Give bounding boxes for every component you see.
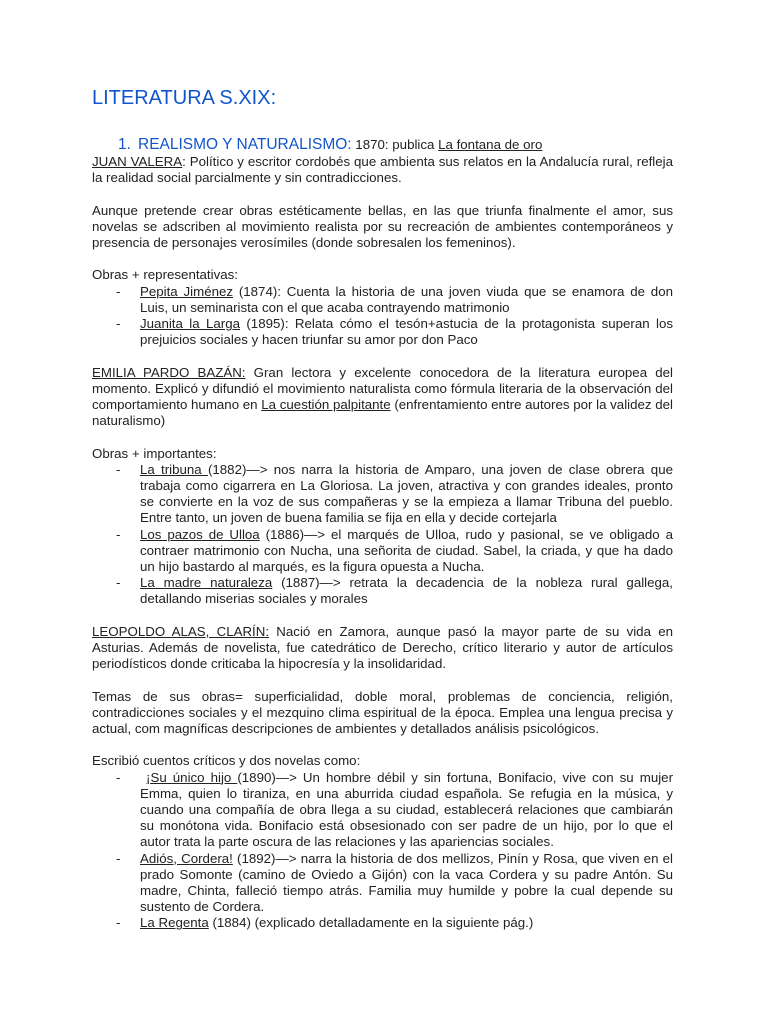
clarin-works-label: Escribió cuentos críticos y dos novelas como: bbox=[92, 753, 361, 769]
document-body bbox=[92, 154, 673, 932]
page-title: LITERATURA S.XIX: bbox=[92, 87, 277, 109]
list-item bbox=[92, 770, 673, 851]
bullet-dash: - bbox=[116, 850, 121, 866]
work-text: (1895): Relata cómo el tesón+astucia de la protagonista superan los prejuicios sociales y hacen triunfar su amor por don Paco bbox=[140, 316, 673, 348]
list-item bbox=[92, 284, 673, 316]
work-text: (1882)—> nos narra la historia de Amparo, una joven de clase obrera que trabaja como cigarrera en La Gloriosa. La joven, atractiva y con grandes ideales, pronto se convierte en la voz de sus compañeras y se la empieza a llamar Tribuna del pueblo. Entre tanto, un joven de buena familia se fija en ella y decide cortejarla bbox=[140, 461, 673, 526]
bullet-dash: - bbox=[116, 575, 121, 591]
work-text: (1886)—> el marqués de Ulloa, rudo y pasional, se ve obligado a contraer matrimonio con Nucha, una señorita de ciudad. Sabel, la criada, y que ha dado un hijo bastardo al marqués, es la figura opuesta a Nucha. bbox=[140, 526, 673, 575]
work-title: La madre naturaleza bbox=[140, 575, 273, 591]
list-item bbox=[92, 915, 673, 931]
valera-intro-text: : Político y escritor cordobés que ambienta sus relatos en la Andalucía rural, refleja la realidad social parcialmente y sin contradicciones. bbox=[92, 154, 673, 186]
work-title: Los pazos de Ulloa bbox=[140, 526, 260, 542]
clarin-intro bbox=[92, 624, 673, 673]
section-heading-after: 1870: publica bbox=[351, 137, 439, 152]
bazan-works-label: Obras + importantes: bbox=[92, 445, 217, 461]
work-title: Adiós, Cordera! bbox=[140, 850, 233, 866]
list-item bbox=[92, 462, 673, 527]
bullet-dash: - bbox=[116, 526, 121, 542]
clarin-themes: Temas de sus obras= superficialidad, doble moral, problemas de conciencia, religión, contradicciones sociales y el mezquino clima espiritual de la época. Emplea una lengua precisa y actual, com magníficas descripciones de ambientes y detallados análisis psicológicos. bbox=[92, 688, 673, 737]
work-title: La Regenta bbox=[140, 915, 209, 931]
section-heading-realismo bbox=[118, 136, 542, 154]
valera-name: JUAN VALERA bbox=[92, 154, 183, 169]
bazan-intro bbox=[92, 365, 673, 430]
bullet-dash: - bbox=[116, 283, 121, 299]
section-number: 1. bbox=[118, 136, 131, 153]
work-text: (1874): Cuenta la historia de una joven viuda que se enamora de don Luis, un seminarista con el que acaba contrayendo matrimonio bbox=[140, 283, 673, 315]
list-item bbox=[92, 527, 673, 576]
bazan-works-list bbox=[92, 462, 673, 608]
work-title: ¡Su único hijo bbox=[146, 769, 238, 785]
section-heading-text: REALISMO Y NATURALISMO: bbox=[138, 136, 352, 153]
valera-paragraph: Aunque pretende crear obras estéticamente bellas, en las que triunfa finalmente el amor, sus novelas se adscriben al movimiento realista por su recreación de ambientes contemporáneos y presencia de personajes verosímiles (donde sobresalen los femeninos). bbox=[92, 202, 673, 250]
bazan-name: EMILIA PARDO BAZÁN: bbox=[92, 364, 246, 380]
clarin-works-list bbox=[92, 770, 673, 932]
valera-intro bbox=[92, 154, 673, 186]
work-text: (1892)—> narra la historia de dos mellizos, Pinín y Rosa, que viven en el prado Somonte (camino de Oviedo a Gijón) con la vaca Cordera y su padre Antón. Su madre, Chinta, falleció tiempo atrás. Familia muy humilde y pobre la cual depende su sustento de Cordera. bbox=[140, 850, 673, 915]
clarin-intro-text: Nació en Zamora, aunque pasó la mayor parte de su vida en Asturias. Además de novelista, fue catedrático de Derecho, crítico literario y autor de artículos periodísticos donde criticaba la hipocresía y la insolidaridad. bbox=[92, 623, 673, 672]
bullet-dash: - bbox=[116, 461, 121, 477]
work-text: (1884) (explicado detalladamente en la siguiente pág.) bbox=[208, 915, 534, 931]
work-title: La tribuna bbox=[140, 461, 208, 477]
bullet-dash: - bbox=[116, 915, 121, 931]
clarin-name: LEOPOLDO ALAS, CLARÍN: bbox=[92, 623, 270, 639]
work-text: (1890)—> Un hombre débil y sin fortuna, Bonifacio, vive con su mujer Emma, quien lo tiraniza, en una aburrida ciudad española. Se refugia en la música, y cuando una compañía de obra llega a su ciudad, establecerá relaciones que cambiarán su monótona vida. Bonifacio está obsesionado con ser padre de un hijo, por lo que el autor trata la parte oscura de las relaciones y las apariencias sociales. bbox=[140, 769, 673, 850]
valera-works-list bbox=[92, 284, 673, 349]
bazan-intro-a: Gran lectora y excelente conocedora de la literatura europea del momento. Explicó y difundió el movimiento naturalista como fórmula literaria de la observación del comportamiento humano en bbox=[92, 364, 673, 412]
list-item bbox=[92, 575, 673, 607]
cuestion-title: La cuestión palpitante bbox=[261, 397, 391, 412]
work-title: Juanita la Larga bbox=[140, 316, 240, 331]
fontana-title: La fontana de oro bbox=[438, 137, 543, 152]
bazan-intro-b: (enfrentamiento entre autores por la validez del naturalismo) bbox=[92, 397, 673, 429]
list-item bbox=[92, 851, 673, 916]
bullet-dash: - bbox=[116, 316, 121, 331]
work-text: (1887)—> retrata la decadencia de la nobleza rural gallega, detallando miserias sociales y morales bbox=[140, 575, 673, 607]
valera-works-label: Obras + representativas: bbox=[92, 267, 238, 283]
bullet-dash: - bbox=[116, 769, 121, 785]
list-item bbox=[92, 316, 673, 348]
work-title: Pepita Jiménez bbox=[140, 283, 234, 299]
